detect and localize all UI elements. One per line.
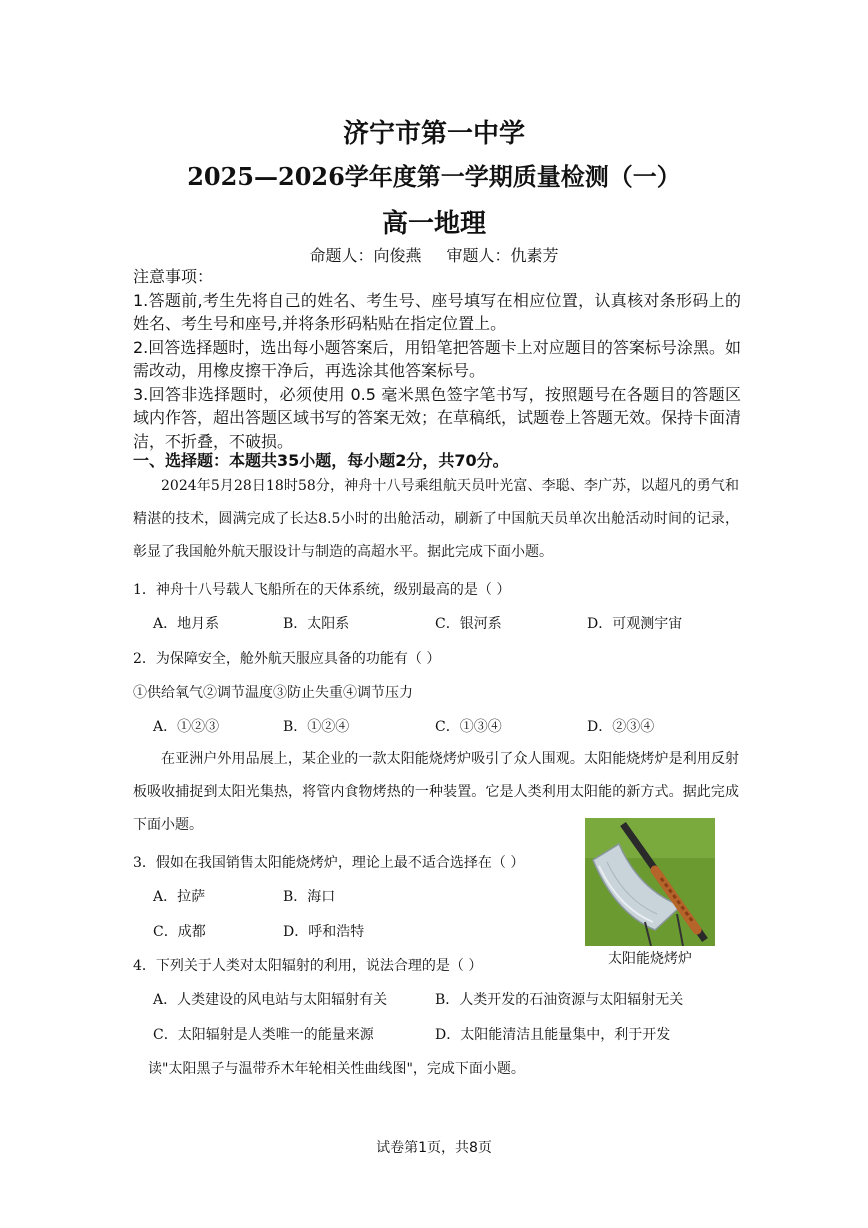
q1-option-d: D．可观测宇宙: [587, 616, 683, 632]
q3-option-b: B．海口: [283, 889, 336, 905]
reviewer: 审题人：仇素芳: [446, 246, 559, 265]
authors-line: [0, 243, 868, 266]
solar-cooker-photo: [585, 818, 715, 946]
exam-title: 2025—2026学年度第一学期质量检测（一）: [187, 162, 681, 191]
note-item: 2.回答选择题时，选出每小题答案后，用铅笔把答题卡上对应题目的答案标号涂黑。如需改动，用橡皮擦干净后，再选涂其他答案标号。: [133, 337, 741, 380]
q2-option-b: B．①②④: [283, 719, 350, 735]
note-item: 3.回答非选择题时，必须使用 0.5 毫米黑色签字笔书写，按照题号在各题目的答题区域内作答，超出答题区域书写的答案无效；在草稿纸，试题卷上答题无效。保持卡面清洁，不折叠，不破损。: [133, 384, 742, 451]
setter: 命题人：向俊燕: [309, 246, 422, 265]
q2-option-d: D．②③④: [587, 719, 655, 735]
passage-3: 读"太阳黑子与温带乔木年轮相关性曲线图"，完成下面小题。: [148, 1061, 525, 1077]
question-2-choices: ①供给氧气②调节温度③防止失重④调节压力: [133, 685, 413, 701]
q3-option-c: C．成都: [153, 924, 206, 940]
question-1-stem: 1．神舟十八号载人飞船所在的天体系统，级别最高的是（ ）: [133, 582, 511, 598]
passage-2-text: 在亚洲户外用品展上，某企业的一款太阳能烧烤炉吸引了众人围观。太阳能烧烤炉是利用反射板吸收捕捉到太阳光集热，将管内食物烤热的一种装置。它是人类利用太阳能的新方式。据此完成下面小题。: [133, 751, 739, 833]
section-heading: 一、选择题：本题共35小题，每小题2分，共70分。: [133, 451, 509, 470]
passage-1: [133, 470, 739, 569]
q1-option-c: C．银河系: [435, 616, 502, 632]
question-4-stem: 4．下列关于人类对太阳辐射的利用，说法合理的是（ ）: [133, 958, 483, 974]
question-3-stem: 3．假如在我国销售太阳能烧烤炉，理论上最不适合选择在（ ）: [133, 855, 525, 871]
q2-option-c: C．①③④: [435, 719, 502, 735]
q3-option-d: D．呼和浩特: [283, 924, 365, 940]
solar-cooker-illustration: [585, 818, 715, 946]
q1-option-b: B．太阳系: [283, 616, 350, 632]
q4-option-c: C．太阳辐射是人类唯一的能量来源: [153, 1027, 374, 1043]
q2-option-a: A．①②③: [153, 719, 220, 735]
notes-block: [133, 265, 741, 453]
q4-option-a: A．人类建设的风电站与太阳辐射有关: [153, 992, 388, 1008]
figure-caption: 太阳能烧烤炉: [608, 951, 692, 967]
page-footer: 试卷第1页，共8页: [376, 1140, 492, 1156]
notes-heading: 注意事项：: [133, 267, 214, 286]
subject-title: 高一地理: [381, 209, 486, 239]
school-name: 济宁市第一中学: [342, 119, 525, 149]
q1-option-a: A．地月系: [153, 616, 220, 632]
q3-option-a: A．拉萨: [153, 889, 206, 905]
note-item: 1.答题前,考生先将自己的姓名、考生号、座号填写在相应位置，认真核对条形码上的姓名、考生号和座号,并将条形码粘贴在指定位置上。: [133, 290, 741, 333]
passage-1-text: 2024年5月28日18时58分，神舟十八号乘组航天员叶光富、李聪、李广苏，以超凡的勇气和精湛的技术，圆满完成了长达8.5小时的出舱活动，刷新了中国航天员单次出舱活动时间的记录，彰显了我国舱外航天服设计与制造的高超水平。据此完成下面小题。: [133, 478, 739, 560]
q4-option-d: D．太阳能清洁且能量集中，利于开发: [435, 1027, 671, 1043]
q4-option-b: B．人类开发的石油资源与太阳辐射无关: [435, 992, 684, 1008]
question-2-stem: 2．为保障安全，舱外航天服应具备的功能有（ ）: [133, 651, 441, 667]
